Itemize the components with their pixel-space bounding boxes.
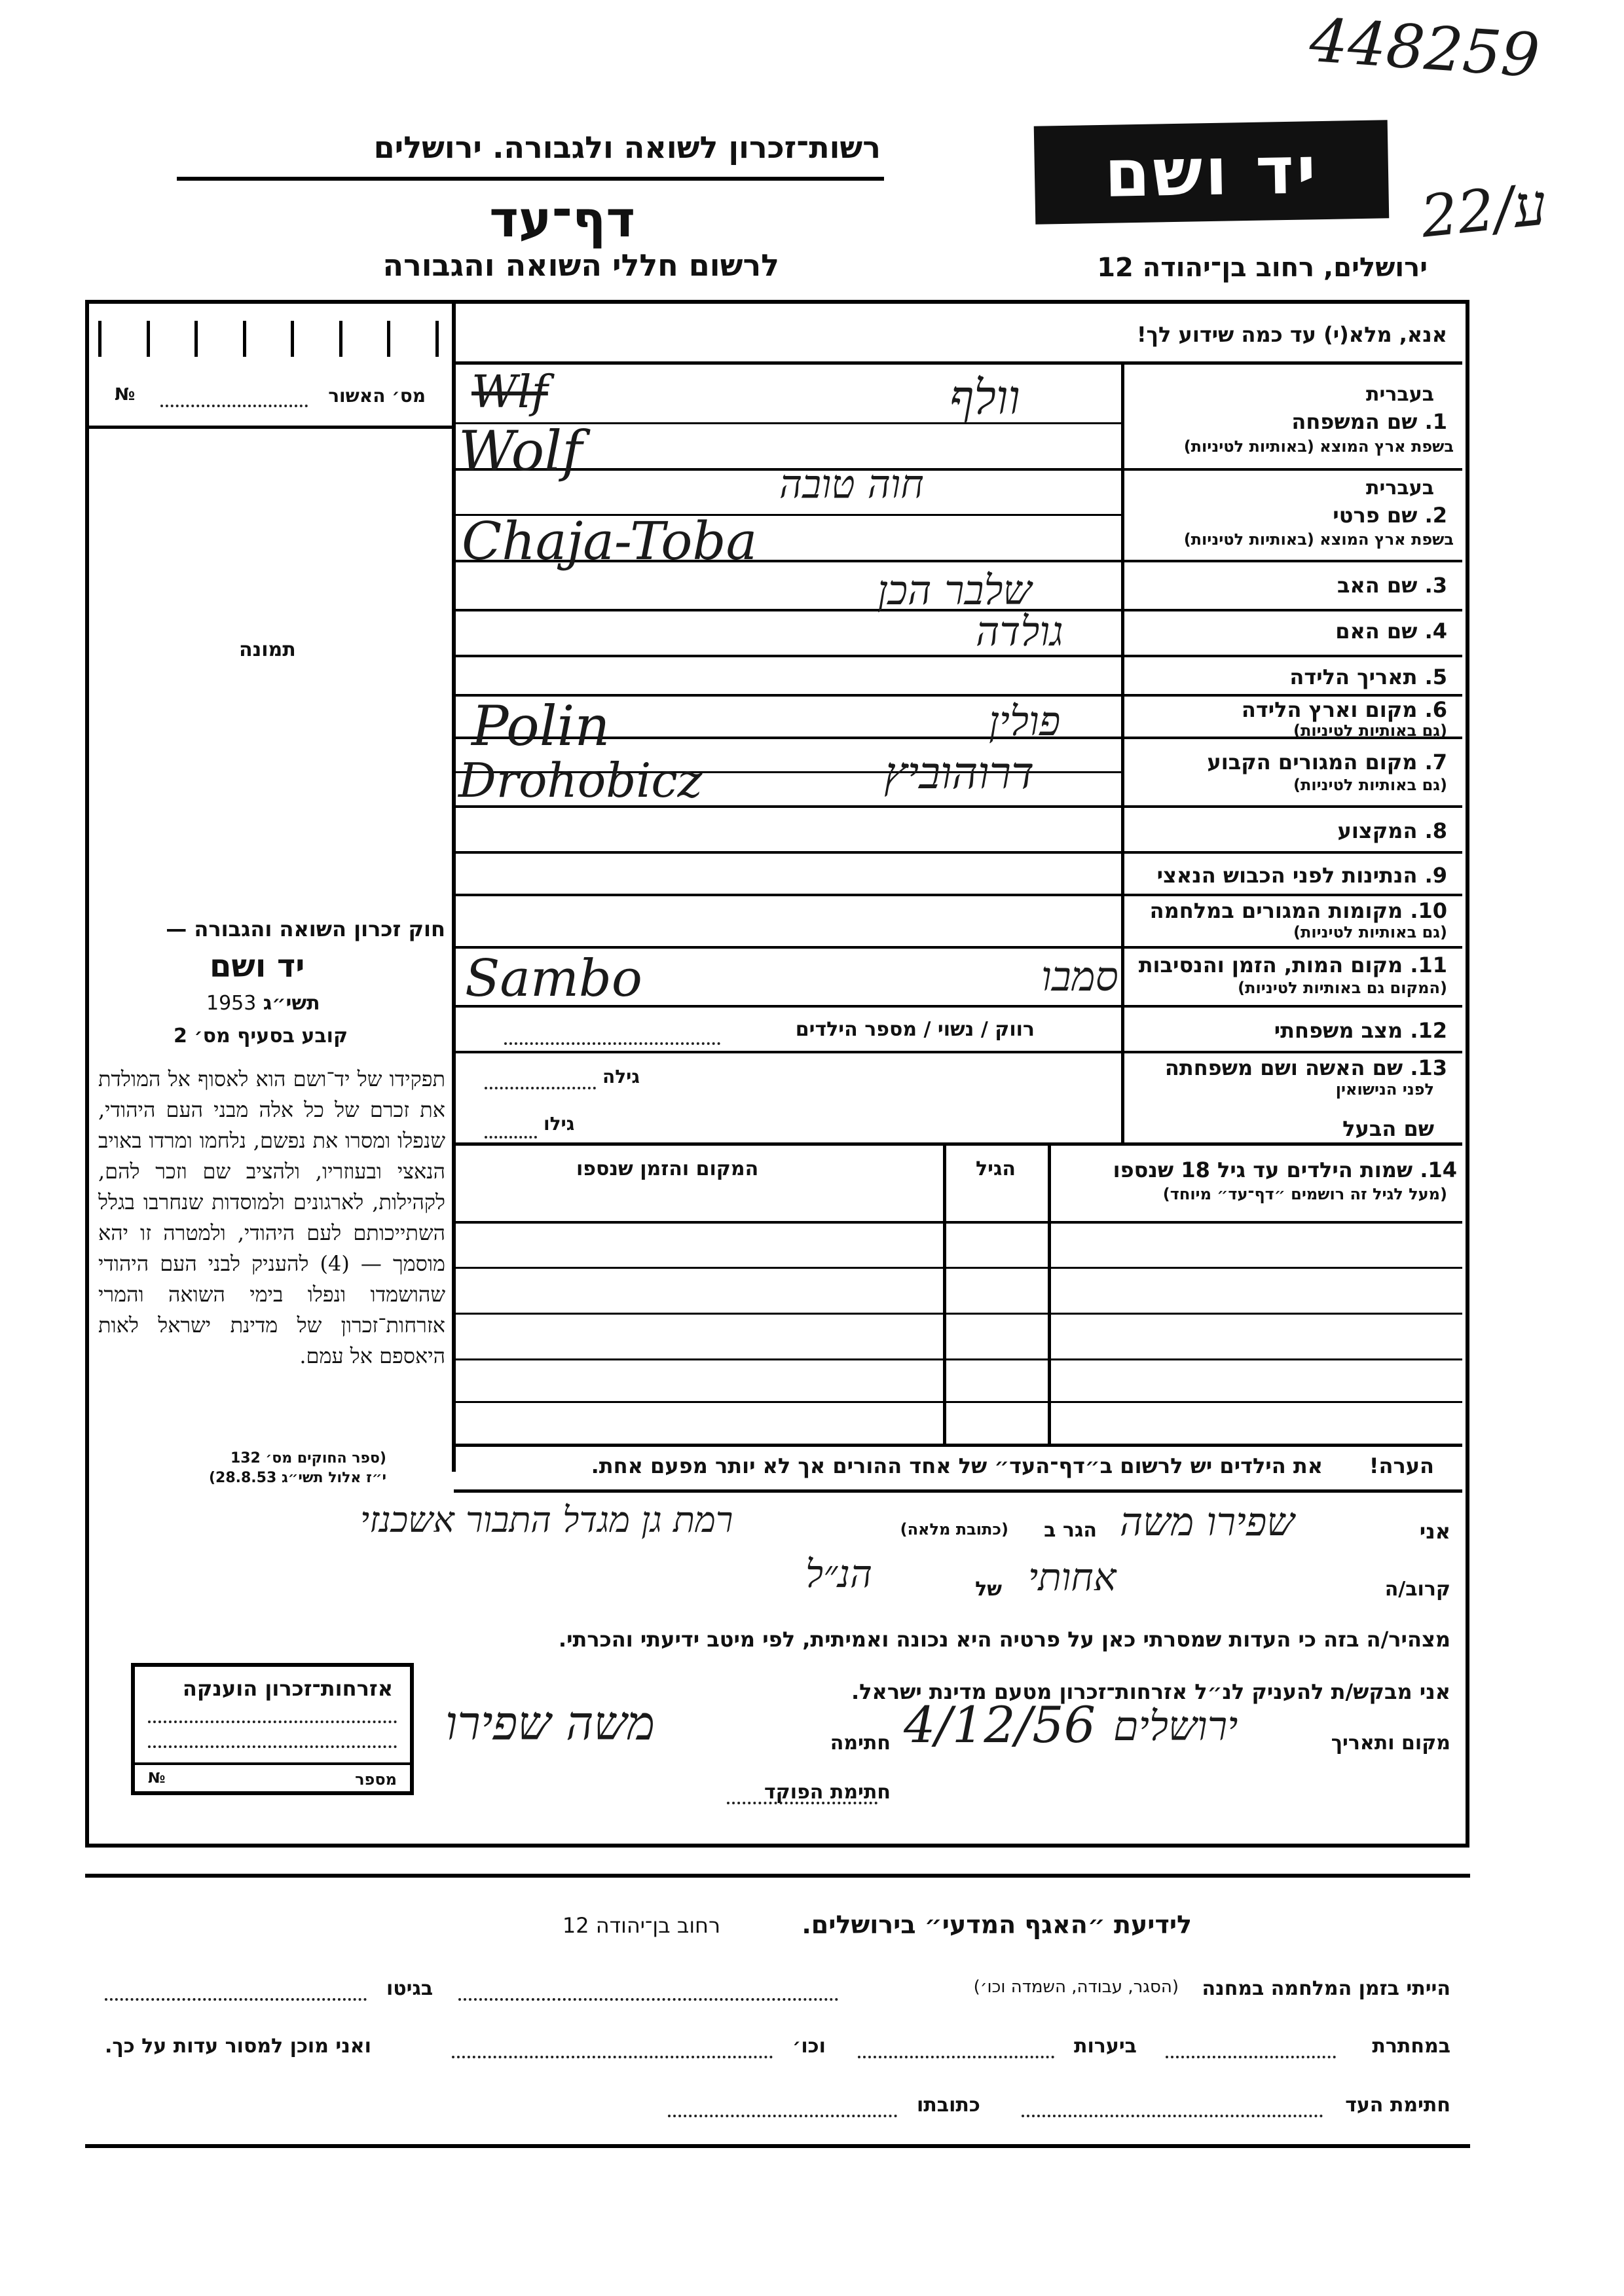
note-label: הערה! [1369, 1453, 1434, 1478]
note-rule [454, 1489, 1462, 1493]
row-rule [454, 655, 1462, 657]
f3-label: 3. שם האב [1337, 573, 1447, 598]
law-section: קובע בסעיף מס׳ 2 [174, 1025, 348, 1048]
other-field[interactable] [452, 2056, 773, 2058]
f14-label: 14. שמות הילדים עד גיל 18 שנספו [1113, 1157, 1457, 1182]
law-year: 1953 [206, 992, 257, 1015]
law-ref-2: י״ז אלול תשי״ג 28.8.53) [208, 1470, 386, 1486]
f6-hebrew-value[interactable]: פולין [989, 697, 1061, 745]
place-value[interactable]: ירושלים [1113, 1702, 1238, 1750]
f1-latin-value[interactable]: Wolf [458, 419, 583, 483]
header-underline [177, 177, 884, 181]
table-bottom-rule [454, 1444, 1462, 1447]
f8-label: 8. המקצוע [1337, 818, 1447, 843]
table-row-rule [454, 1267, 1462, 1269]
f1-strike-value[interactable]: Wlf [471, 367, 548, 418]
footer-title: לידיעת ״האגף המדעי״ בירושלים. [802, 1910, 1192, 1939]
relative-label: קרוב/ה [1384, 1578, 1450, 1601]
photo-label: תמונה [239, 638, 296, 661]
camp-field[interactable] [458, 1998, 838, 2001]
footer-line3-a: חתימת העד [1345, 2094, 1450, 2117]
f10-label: 10. מקומות המגורים במלחמה [1149, 898, 1447, 923]
law-title: חוק זכרון השואה והגבורה — [166, 917, 445, 941]
f1-label: 1. שם המשפחה [1291, 409, 1447, 434]
official-signature-label: חתימת הפוקד [764, 1781, 891, 1804]
table-row-rule [454, 1401, 1462, 1403]
row-rule [454, 894, 1462, 896]
f11-sub: (המקום גם באותיות לטיניות) [1238, 979, 1447, 997]
age-field-m[interactable] [485, 1136, 537, 1139]
yad-vashem-logo [1034, 120, 1390, 224]
footer-address: רחוב בן־יהודה 12 [562, 1913, 720, 1938]
footer-line2-b: ביערות [1074, 2035, 1137, 2058]
residing-label: הגר ב [1044, 1519, 1097, 1542]
age-label-f: גילה [602, 1066, 640, 1087]
date-value[interactable]: 4/12/56 [904, 1696, 1096, 1754]
certificate-rule [135, 1762, 410, 1765]
age-field-f[interactable] [485, 1087, 596, 1089]
law-year-line [206, 992, 320, 1015]
f4-label: 4. שם האם [1335, 619, 1447, 644]
certificate-number-label: מספר [355, 1770, 397, 1789]
f7-sub: (גם באותיות לטיניות) [1293, 776, 1447, 794]
approval-no-field[interactable] [160, 405, 308, 407]
law-year-hebrew: תשי״ג [263, 992, 320, 1015]
intro-rule [454, 361, 1462, 365]
f6-latin-value[interactable]: Polin [471, 694, 610, 758]
address-label: (כתובת מלאה) [900, 1520, 1008, 1539]
f11-latin-value[interactable]: Sambo [465, 949, 642, 1008]
footer-line1-c: בגיטו [386, 1977, 434, 2000]
photo-top-rule [85, 426, 454, 429]
logo-text: יד ושם [1103, 132, 1320, 212]
certificate-box [131, 1663, 414, 1795]
f13-sub: לפני הנישואין [1335, 1080, 1434, 1099]
certificate-line-1 [148, 1721, 397, 1723]
husband-label: שם הבעל [1342, 1116, 1434, 1141]
row-rule [454, 468, 1462, 471]
of-label: של [975, 1578, 1002, 1601]
footer-line1-b: (הסגר, עבודה, השמדה וכו׳) [973, 1977, 1179, 1997]
f7-label: 7. מקום המגורים הקבוע [1207, 750, 1447, 774]
footer-line2-a: במחתרת [1372, 2035, 1450, 2058]
in-hebrew-label-2: בעברית [1366, 477, 1434, 500]
address: ירושלים, רחוב בן־יהודה 12 [1097, 253, 1428, 283]
form-subtitle: לרשום חללי השואה והגבורה [382, 247, 779, 283]
f6-label: 6. מקום וארץ הלידה [1241, 697, 1447, 722]
of-value[interactable]: הנ״ל [805, 1552, 873, 1596]
row-rule [454, 946, 1462, 949]
signature-label: חתימה [830, 1732, 891, 1755]
f3-value[interactable]: שלבר הכן [877, 566, 1032, 614]
signature-value[interactable]: משה שפירו [445, 1696, 655, 1751]
f11-label: 11. מקום המות, הזמן והנסיבות [1138, 953, 1447, 977]
certificate-title: אזרחות־זכרון הוענקה [182, 1676, 393, 1701]
certificate-line-2 [148, 1745, 397, 1748]
f2-latin-value[interactable]: Chaja-Toba [462, 511, 758, 572]
f4-value[interactable]: גולדה [976, 608, 1063, 655]
f13-label: 13. שם האשה ושם משפחתה [1164, 1055, 1447, 1080]
f5-label: 5. תאריך הלידה [1289, 665, 1447, 689]
footer-line3-b: כתובתו [917, 2094, 980, 2117]
table-row-rule [454, 1358, 1462, 1360]
footer-line2-c: וכו׳ [792, 2035, 826, 2058]
ghetto-field[interactable] [105, 1998, 367, 2001]
law-name: יד ושם [210, 948, 305, 985]
label-column-divider [1121, 365, 1124, 1144]
f12-label: 12. מצב משפחתי [1274, 1018, 1447, 1043]
table-row-rule [454, 1221, 1462, 1224]
f7-hebrew-value[interactable]: דרוהוביץ [884, 748, 1035, 799]
footer-line2-d: ואני מוכן למסור עדות על כך. [105, 2035, 371, 2058]
request-text: אני מבקש/ת להעניק לנ״ל אזרחות־זכרון מטעם מדינת ישראל. [851, 1679, 1450, 1704]
relative-value[interactable]: אחותי [1028, 1555, 1116, 1599]
note-text: את הילדים יש לרשום ב״דף־העד״ של אחד ההורים אך לא יותר מפעם אחת. [591, 1453, 1323, 1478]
f6-sub: (גם באותיות לטיניות) [1293, 721, 1447, 740]
approval-no-label: מס׳ האשור [328, 385, 426, 407]
official-signature-field[interactable] [727, 1802, 877, 1804]
witness-address-field[interactable] [668, 2115, 897, 2117]
approval-boxes [98, 321, 439, 357]
f2-hebrew-value[interactable]: חוה טובה [779, 462, 924, 507]
in-hebrew-label: בעברית [1366, 383, 1434, 406]
law-text: תפקידו של יד־ושם הוא לאסוף אל המולדת את זכרם של כל אלה מבני העם היהודי, שנפלו ומסרו את נפשם, נלחמו ומרדו באויב הנאצי ובעוזריו, ולהציב שם וזכר להם, לקהילות, לארגונים ולמוסדות שנחרבו בגלל השתייכותם לעם היהודי, ולמטרה זו יהא מוסמך — (4) להעניק לבני העם היהודי שהושמדו ונפלו בימי השואה והמרי אזרחות־זכרון של מדינת ישראל לאות היאספם אל עמם. [98, 1066, 445, 1368]
witness-signature-field[interactable] [1022, 2115, 1323, 2117]
f1-hebrew-value[interactable]: וולף [950, 370, 1020, 425]
table-row-rule [454, 1313, 1462, 1315]
law-ref-1: (ספר החוקים מס׳ 132 [230, 1450, 386, 1467]
underground-field[interactable] [1166, 2056, 1336, 2058]
col-age: הגיל [976, 1157, 1016, 1180]
place-date-label: מקום ותאריך [1331, 1732, 1450, 1755]
f12-options: רווק / נשוי / מספר הילדים [795, 1018, 1035, 1041]
archive-number: 448259 [1307, 5, 1542, 92]
f10-sub: (גם באותיות לטיניות) [1293, 923, 1447, 941]
f9-label: 9. הנתינות לפני הכבוש הנאצי [1156, 863, 1447, 888]
corner-note: 22/ע [1418, 170, 1550, 251]
f1-sub: בשפת ארץ המוצא (באותיות לטיניות) [1183, 437, 1454, 456]
i-label: אני [1419, 1519, 1450, 1544]
forests-field[interactable] [858, 2056, 1054, 2058]
authority-name: רשות־זכרון לשואה ולגבורה. ירושלים [373, 130, 881, 165]
i-value[interactable]: שפירו משה [1120, 1499, 1295, 1545]
row-rule [454, 1142, 1462, 1146]
row-rule [454, 851, 1462, 854]
no-symbol: № [115, 385, 136, 405]
f11-hebrew-value[interactable]: סמבו [1041, 953, 1118, 1000]
left-column-divider [452, 300, 456, 1472]
f2-sub: בשפת ארץ המוצא (באותיות לטיניות) [1183, 530, 1454, 549]
f7-latin-value[interactable]: Drohobicz [458, 753, 703, 808]
f2-label: 2. שם פרטי [1333, 503, 1447, 528]
col-place-time: המקום והזמן שנספו [576, 1157, 759, 1180]
certificate-no-symbol: № [148, 1770, 166, 1787]
footer-bottom-rule [85, 2144, 1470, 2148]
intro-text: אנא, מלא(י) עד כמה שידוע לך! [1136, 322, 1447, 347]
footer-line1-a: הייתי בזמן המלחמה במחנה [1202, 1977, 1450, 2000]
row-rule [454, 1051, 1462, 1053]
footer-top-rule [85, 1874, 1470, 1878]
f12-children-field[interactable] [504, 1042, 720, 1045]
f14-sub: (מעל לגיל זה רושמים ״דף־עד״ מיוחד) [1162, 1185, 1447, 1203]
form-title: דף־עד [489, 190, 635, 248]
declare-text: מצהיר/ה בזה כי העדות שמסרתי כאן על פרטיה היא נכונה ואמיתית, לפי מיטב ידיעתי והכרתי. [558, 1627, 1450, 1652]
address-value[interactable]: רמת גן מגדל התבור אשכנזי [360, 1499, 733, 1540]
age-label-m: גילו [544, 1113, 575, 1135]
